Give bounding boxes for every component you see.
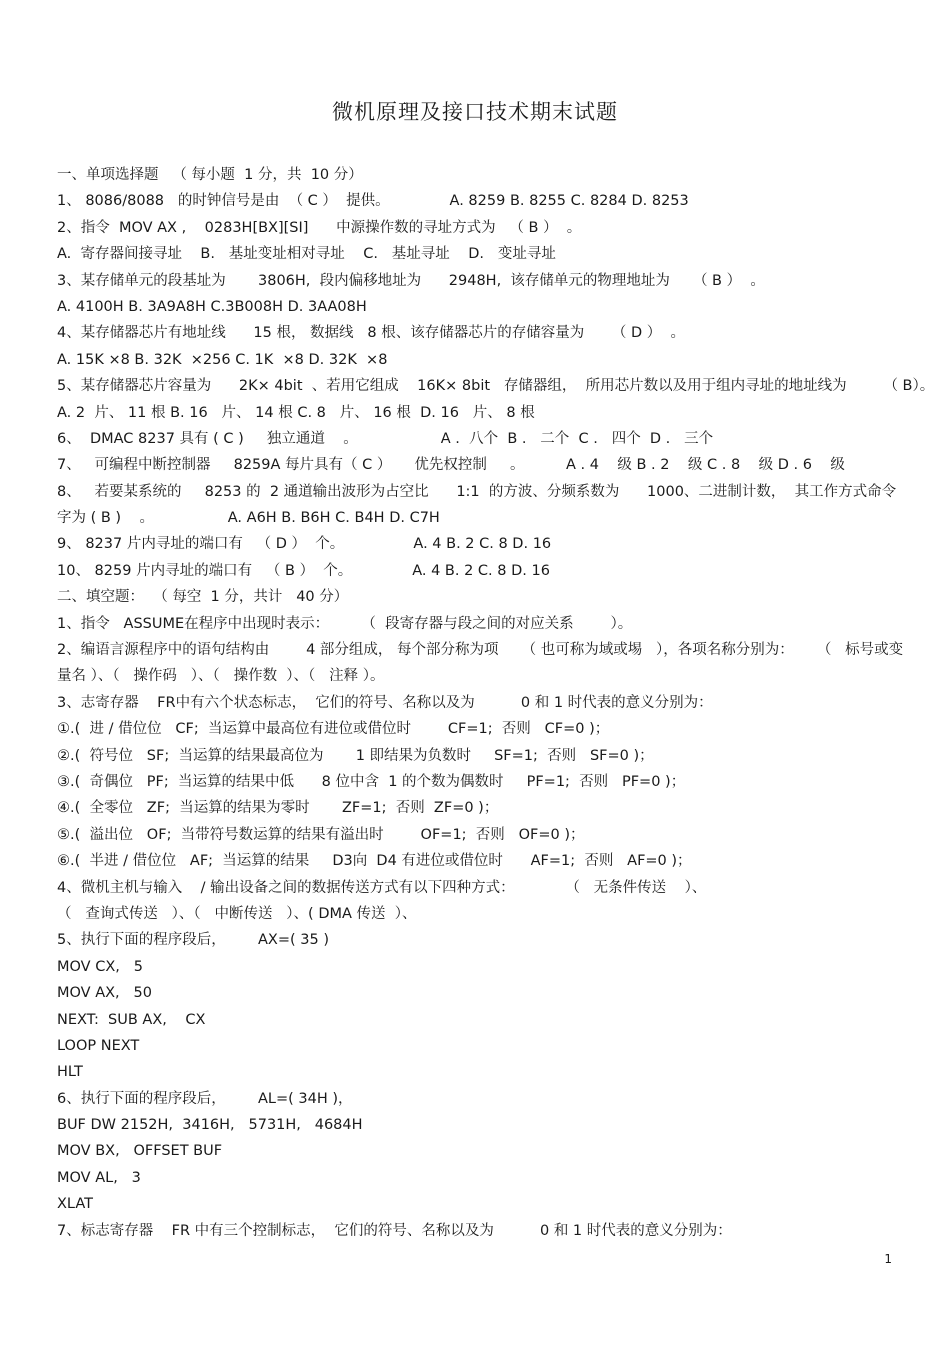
text-line: 4、某存储器芯片有地址线 15 根， 数据线 8 根、该存储器芯片的存储容量为 （ D ） 。 — [57, 325, 685, 342]
text-line: ④.( 全零位 ZF; 当运算的结果为零时 ZF=1; 否则 ZF=0 )； — [57, 800, 499, 817]
text-line: 3、某存储单元的段基址为 3806H, 段内偏移地址为 2948H, 该存储单元的物理地址为 （ B ） 。 — [57, 272, 765, 289]
text-line: ⑤.( 溢出位 OF; 当带符号数运算的结果有溢出时 OF=1; 否则 OF=0 )； — [57, 826, 585, 843]
text-line: 9、 8237 片内寻址的端口有 （ D ） 个。 A. 4 B. 2 C. 8 D. 16 — [57, 536, 552, 553]
text-line: MOV AX, 50 — [57, 985, 152, 1002]
text-line: 4、微机主机与输入 / 输出设备之间的数据传送方式有以下四种方式： （ 无条件传送 ）、 — [57, 879, 707, 896]
text-line: MOV CX, 5 — [57, 958, 143, 975]
text-line: MOV BX, OFFSET BUF — [57, 1143, 223, 1160]
text-line: ②.( 符号位 SF; 当运算的结果最高位为 1 即结果为负数时 SF=1; 否则 SF=0 )； — [57, 747, 654, 764]
text-line: A. 15K ×8 B. 32K ×256 C. 1K ×8 D. 32K ×8 — [57, 351, 388, 368]
text-line: ③.( 奇偶位 PF; 当运算的结果中低 8 位中含 1 的个数为偶数时 PF=1; 否则 PF=0 )； — [57, 773, 686, 790]
text-line: MOV AL, 3 — [57, 1169, 141, 1186]
text-line: 10、 8259 片内寻址的端口有 （ B ） 个。 A. 4 B. 2 C. 8 D. 16 — [57, 562, 550, 579]
text-line: LOOP NEXT — [57, 1037, 140, 1054]
text-line: 6、 DMAC 8237 具有 ( C ) 独立通道 。 A . 八个 B . 二个 C . 四个 D . 三个 — [57, 430, 714, 447]
text-line: 量名 ）、（ 操作码 ）、（ 操作数 ）、（ 注释 ）。 — [57, 668, 385, 685]
page-title: 微机原理及接口技术期末试题 — [332, 100, 618, 124]
text-line: 8、 若要某系统的 8253 的 2 通道输出波形为占空比 1:1 的方波、分频系数为 1000、二进制计数， 其工作方式命令 — [57, 483, 897, 500]
text-line: A. 2 片、 11 根 B. 16 片、 14 根 C. 8 片、 16 根 D. 16 片、 8 根 — [57, 404, 535, 421]
text-line: ⑥.( 半进 / 借位位 AF; 当运算的结果 D3向 D4 有进位或借位时 AF=1; 否则 AF=0 )； — [57, 853, 692, 870]
text-line: （ 查询式传送 ）、（ 中断传送 ）、( DMA 传送 ）、 — [57, 905, 417, 922]
text-line: 7、 可编程中断控制器 8259A 每片具有（ C ） 优先权控制 。 A . 4 级 B . 2 级 C . 8 级 D . 6 级 — [57, 457, 845, 474]
text-line: 一、单项选择题 （ 每小题 1 分，共 10 分） — [57, 167, 363, 183]
text-line: HLT — [57, 1064, 83, 1081]
text-line: 1、 8086/8088 的时钟信号是由 （ C ） 提供。 A. 8259 B. 8255 C. 8284 D. 8253 — [57, 193, 689, 210]
page-number: 1 — [884, 1252, 892, 1266]
text-line: 7、标志寄存器 FR 中有三个控制标志， 它们的符号、名称以及为 0 和 1 时代表的意义分别为： — [57, 1222, 732, 1239]
text-line: 5、某存储器芯片容量为 2K× 4bit 、若用它组成 16K× 8bit 存储器组， 所用芯片数以及用于组内寻址的地址线为 （ B）。 — [57, 378, 935, 395]
text-line: 二、填空题： （ 每空 1 分，共计 40 分） — [57, 589, 349, 606]
text-line: BUF DW 2152H, 3416H, 5731H, 4684H — [57, 1117, 363, 1134]
text-line: 字为 ( B ) 。 A. A6H B. B6H C. B4H D. C7H — [57, 510, 440, 527]
text-line: A. 4100H B. 3A9A8H C.3B008H D. 3AA08H — [57, 298, 367, 315]
text-line: 6、执行下面的程序段后， AL=( 34H )， — [57, 1090, 353, 1107]
text-line: 3、志寄存器 FR中有六个状态标志， 它们的符号、名称以及为 0 和 1 时代表的意义分别为： — [57, 694, 713, 711]
text-line: A. 寄存器间接寻址 B. 基址变址相对寻址 C. 基址寻址 D. 变址寻址 — [57, 246, 556, 263]
text-line: 5、执行下面的程序段后， AX=( 35 ) — [57, 932, 329, 949]
document-body — [57, 162, 937, 1244]
text-line: XLAT — [57, 1196, 93, 1213]
text-line: 2、编语言源程序中的语句结构由 4 部分组成， 每个部分称为项 （ 也可称为域或埸 ），各项名称分别为： （ 标号或变 — [57, 642, 904, 659]
text-line: NEXT: SUB AX, CX — [57, 1011, 206, 1028]
text-line: ①.( 进 / 借位位 CF; 当运算中最高位有进位或借位时 CF=1; 否则 CF=0 )； — [57, 721, 610, 738]
text-line: 2、指令 MOV AX , 0283H[BX][SI] 中源操作数的寻址方式为 （ B ） 。 — [57, 219, 582, 236]
text-line: 1、指令 ASSUME在程序中出现时表示： （ 段寄存器与段之间的对应关系 ）。 — [57, 615, 633, 632]
